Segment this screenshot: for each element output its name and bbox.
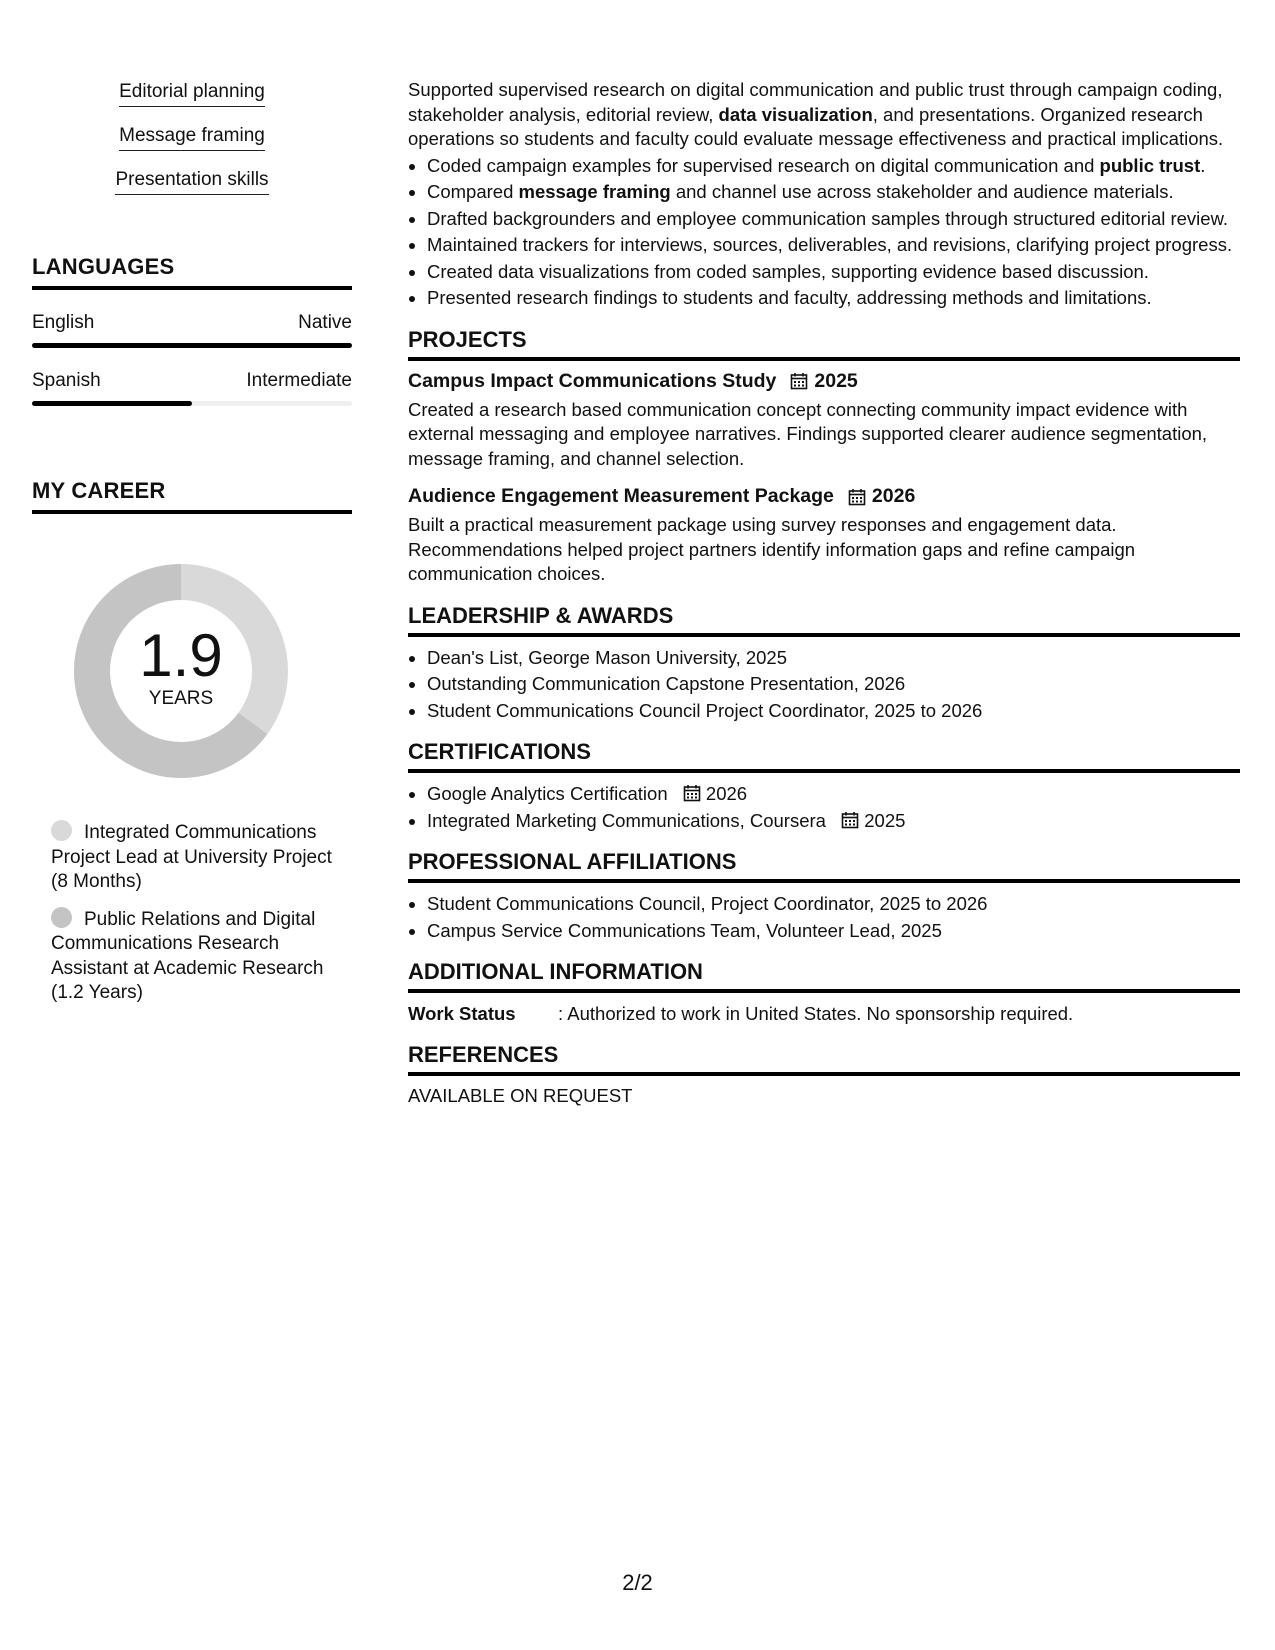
calendar-icon (683, 784, 701, 802)
list-item: • Drafted backgrounders and employee communication samples through structured editorial review. (427, 207, 1240, 232)
list-item: • Compared message framing and channel use across stakeholder and audience materials. (427, 180, 1240, 205)
career-item-text: Public Relations and Digital Communications Research Assistant at Academic Research (1.2 Years) (51, 908, 324, 1003)
list-item: • Outstanding Communication Capstone Presentation, 2026 (427, 672, 1240, 697)
list-item: • Campus Service Communications Team, Volunteer Lead, 2025 (427, 919, 1240, 944)
career-item (51, 907, 352, 1006)
affiliations-list (408, 892, 1240, 943)
career-donut-chart (66, 556, 296, 786)
skill-list (32, 80, 352, 212)
project-item (408, 370, 1240, 472)
list-item: • Student Communications Council, Project Coordinator, 2025 to 2026 (427, 892, 1240, 917)
language-bar-fill (32, 401, 192, 406)
career-item-text: Integrated Communications Project Lead at University Project (8 Months) (51, 822, 332, 892)
sidebar (32, 80, 352, 1018)
career-total-unit: YEARS (148, 688, 214, 709)
list-item: • Coded campaign examples for supervised research on digital communication and public trust. (427, 154, 1240, 179)
experience-bullets (408, 154, 1240, 311)
language-bar (32, 401, 352, 406)
work-status-value: : Authorized to work in United States. No sponsorship required. (558, 1003, 1074, 1024)
project-description: Created a research based communication concept connecting community impact evidence with external messaging and employee narratives. Findings supported clearer audience segmentation, message framing, and channel selection. (408, 398, 1208, 469)
project-year: 2026 (871, 485, 916, 507)
work-status-row (408, 1002, 1240, 1026)
list-item: • Maintained trackers for interviews, sources, deliverables, and revisions, clarifying project progress. (427, 233, 1240, 258)
calendar-icon (848, 488, 866, 506)
skill-item: Message framing (119, 124, 265, 151)
certification-name: Google Analytics Certification (427, 783, 668, 804)
work-status-label: Work Status (408, 1003, 516, 1024)
project-title: Audience Engagement Measurement Package (408, 485, 834, 507)
additional-info-heading: ADDITIONAL INFORMATION (408, 959, 1240, 993)
language-bar (32, 343, 352, 348)
project-year: 2025 (814, 369, 858, 392)
career-dot-icon (51, 907, 72, 928)
list-item: • Student Communications Council Project Coordinator, 2025 to 2026 (427, 699, 1240, 724)
language-level: Intermediate (246, 370, 352, 391)
references-text: AVAILABLE ON REQUEST (408, 1085, 633, 1106)
list-item (427, 782, 1240, 807)
career-heading: MY CAREER (32, 478, 352, 514)
career-legend (32, 820, 352, 1006)
list-item: • Created data visualizations from coded samples, supporting evidence based discussion. (427, 260, 1240, 285)
experience-summary: Supported supervised research on digital communication and public trust through campaign coding, stakeholder analysis, editorial review, data visualization, and presentations. Organized research operations so students and faculty could evaluate message effectiveness and practical implications. (408, 79, 1224, 149)
project-item (408, 485, 1240, 587)
career-item (51, 820, 352, 895)
language-name: English (32, 312, 95, 333)
calendar-icon (841, 811, 859, 829)
calendar-icon (790, 372, 808, 390)
list-item (427, 809, 1240, 834)
skill-item: Editorial planning (119, 80, 265, 107)
career-total-value: 1.9 (139, 622, 223, 689)
language-level: Native (298, 312, 352, 333)
awards-heading: LEADERSHIP & AWARDS (408, 603, 1240, 637)
language-bar-fill (32, 343, 352, 348)
certification-name: Integrated Marketing Communications, Coursera (427, 809, 826, 831)
certification-year: 2026 (705, 783, 748, 804)
project-description: Built a practical measurement package using survey responses and engagement data. Recommendations helped project partners identify information gaps and refine campaign communication choices. (408, 514, 1136, 584)
list-item: • Presented research findings to students and faculty, addressing methods and limitations. (427, 286, 1240, 311)
language-english (32, 312, 352, 348)
list-item: • Dean's List, George Mason University, 2025 (427, 646, 1240, 671)
awards-list (408, 646, 1240, 724)
career-dot-icon (51, 820, 72, 841)
project-title: Campus Impact Communications Study (408, 369, 777, 392)
skill-item: Presentation skills (115, 168, 268, 195)
references-heading: REFERENCES (408, 1042, 1240, 1076)
language-name: Spanish (32, 370, 101, 391)
page-number: 2/2 (622, 1570, 653, 1595)
projects-heading: PROJECTS (408, 327, 1240, 361)
certifications-heading: CERTIFICATIONS (408, 739, 1240, 773)
certification-year: 2025 (864, 809, 906, 831)
main-content (408, 78, 1240, 1107)
language-spanish (32, 370, 352, 406)
certifications-list (408, 782, 1240, 833)
affiliations-heading: PROFESSIONAL AFFILIATIONS (408, 849, 1240, 883)
languages-heading: LANGUAGES (32, 254, 352, 290)
